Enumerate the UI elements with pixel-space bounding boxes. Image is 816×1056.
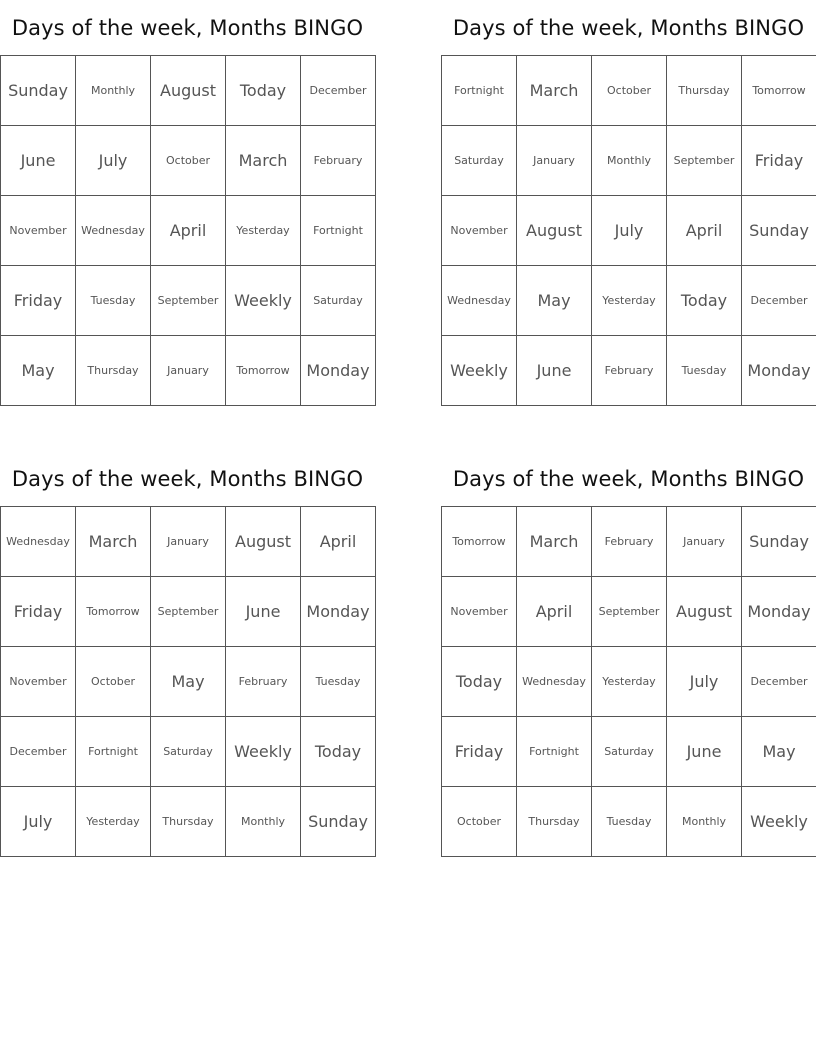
bingo-cell: Fortnight	[442, 56, 517, 126]
bingo-cell: May	[517, 266, 592, 336]
bingo-cell: Weekly	[442, 336, 517, 406]
bingo-card-4	[441, 451, 816, 857]
bingo-cell: October	[592, 56, 667, 126]
bingo-cell: Friday	[742, 126, 816, 196]
bingo-cell: February	[592, 336, 667, 406]
bingo-cell: Today	[442, 647, 517, 717]
bingo-cell: September	[667, 126, 742, 196]
bingo-cell: Saturday	[301, 266, 376, 336]
bingo-cell: Tomorrow	[76, 577, 151, 647]
bingo-cell: Wednesday	[1, 507, 76, 577]
bingo-cell: June	[226, 577, 301, 647]
bingo-cell: June	[1, 126, 76, 196]
bingo-cell: Saturday	[442, 126, 517, 196]
bingo-cell: December	[301, 56, 376, 126]
bingo-cell: Wednesday	[517, 647, 592, 717]
bingo-cell: September	[151, 577, 226, 647]
bingo-cell: August	[226, 507, 301, 577]
bingo-cell: Monday	[301, 336, 376, 406]
bingo-cell: Sunday	[301, 787, 376, 857]
bingo-cell: Tomorrow	[742, 56, 816, 126]
bingo-cell: Yesterday	[76, 787, 151, 857]
bingo-cell: July	[667, 647, 742, 717]
bingo-cell: August	[151, 56, 226, 126]
bingo-cell: Wednesday	[76, 196, 151, 266]
bingo-cell: Tomorrow	[226, 336, 301, 406]
bingo-cell: Wednesday	[442, 266, 517, 336]
bingo-cell: February	[592, 507, 667, 577]
bingo-cell: December	[742, 266, 816, 336]
bingo-cell: September	[592, 577, 667, 647]
bingo-cell: Fortnight	[517, 717, 592, 787]
bingo-cell: March	[76, 507, 151, 577]
grid-row	[442, 717, 816, 787]
bingo-cell: April	[301, 507, 376, 577]
bingo-grid	[441, 55, 816, 406]
bingo-cell: Monthly	[592, 126, 667, 196]
bingo-grid	[0, 55, 376, 406]
grid-row	[1, 577, 376, 647]
bingo-cell: Monday	[742, 336, 816, 406]
bingo-cell: October	[151, 126, 226, 196]
grid-row	[442, 507, 816, 577]
grid-row	[442, 56, 816, 126]
card-title: Days of the week, Months BINGO	[452, 467, 805, 491]
bingo-cell: Weekly	[226, 717, 301, 787]
bingo-cell: August	[667, 577, 742, 647]
bingo-cell: Yesterday	[592, 647, 667, 717]
grid-row	[1, 196, 376, 266]
bingo-cell: October	[442, 787, 517, 857]
bingo-cell: Tuesday	[592, 787, 667, 857]
bingo-cell: Weekly	[226, 266, 301, 336]
bingo-cell: October	[76, 647, 151, 717]
bingo-cell: January	[517, 126, 592, 196]
bingo-cell: April	[517, 577, 592, 647]
bingo-grid	[441, 506, 816, 857]
bingo-card-2	[441, 0, 816, 406]
bingo-cell: Saturday	[151, 717, 226, 787]
bingo-cell: July	[76, 126, 151, 196]
bingo-cell: Tuesday	[301, 647, 376, 717]
bingo-cell: Fortnight	[76, 717, 151, 787]
bingo-cell: September	[151, 266, 226, 336]
grid-row	[1, 717, 376, 787]
bingo-cell: Friday	[1, 266, 76, 336]
bingo-card-3	[0, 451, 375, 857]
bingo-cell: March	[517, 56, 592, 126]
bingo-cell: February	[301, 126, 376, 196]
bingo-cell: Friday	[442, 717, 517, 787]
bingo-cell: February	[226, 647, 301, 717]
grid-row	[1, 507, 376, 577]
grid-row	[442, 336, 816, 406]
grid-row	[1, 336, 376, 406]
bingo-cell: January	[667, 507, 742, 577]
bingo-cell: Sunday	[742, 196, 816, 266]
bingo-cell: December	[1, 717, 76, 787]
bingo-cell: Monthly	[76, 56, 151, 126]
bingo-cell: Friday	[1, 577, 76, 647]
bingo-cell: June	[667, 717, 742, 787]
grid-row	[442, 577, 816, 647]
grid-row	[1, 56, 376, 126]
bingo-cell: Monthly	[226, 787, 301, 857]
bingo-cell: November	[442, 577, 517, 647]
bingo-cell: May	[742, 717, 816, 787]
grid-row	[442, 266, 816, 336]
bingo-cell: December	[742, 647, 816, 717]
bingo-cell: Saturday	[592, 717, 667, 787]
bingo-grid	[0, 506, 376, 857]
bingo-cell: Fortnight	[301, 196, 376, 266]
bingo-card-1	[0, 0, 375, 406]
bingo-cell: July	[1, 787, 76, 857]
bingo-cell: Sunday	[742, 507, 816, 577]
bingo-cell: Tuesday	[76, 266, 151, 336]
bingo-cell: August	[517, 196, 592, 266]
bingo-cell: May	[1, 336, 76, 406]
bingo-cell: Monday	[301, 577, 376, 647]
bingo-cell: November	[1, 647, 76, 717]
bingo-cell: Thursday	[517, 787, 592, 857]
bingo-cell: Thursday	[76, 336, 151, 406]
bingo-cell: March	[517, 507, 592, 577]
bingo-cell: May	[151, 647, 226, 717]
bingo-cell: Today	[226, 56, 301, 126]
bingo-cell: July	[592, 196, 667, 266]
bingo-cell: April	[151, 196, 226, 266]
grid-row	[1, 126, 376, 196]
bingo-cell: April	[667, 196, 742, 266]
grid-row	[1, 787, 376, 857]
bingo-cell: Weekly	[742, 787, 816, 857]
grid-row	[1, 266, 376, 336]
bingo-cell: Monthly	[667, 787, 742, 857]
bingo-cell: January	[151, 507, 226, 577]
card-title: Days of the week, Months BINGO	[11, 467, 364, 491]
bingo-cell: Tuesday	[667, 336, 742, 406]
bingo-cell: Sunday	[1, 56, 76, 126]
bingo-cell: Tomorrow	[442, 507, 517, 577]
bingo-cell: March	[226, 126, 301, 196]
bingo-cell: November	[442, 196, 517, 266]
bingo-cell: Yesterday	[592, 266, 667, 336]
card-title: Days of the week, Months BINGO	[452, 16, 805, 40]
bingo-cell: Today	[301, 717, 376, 787]
bingo-cell: November	[1, 196, 76, 266]
bingo-cell: Yesterday	[226, 196, 301, 266]
bingo-cell: January	[151, 336, 226, 406]
grid-row	[442, 126, 816, 196]
card-title: Days of the week, Months BINGO	[11, 16, 364, 40]
grid-row	[442, 196, 816, 266]
bingo-cell: Monday	[742, 577, 816, 647]
grid-row	[442, 647, 816, 717]
bingo-cell: Thursday	[151, 787, 226, 857]
bingo-cell: June	[517, 336, 592, 406]
bingo-cell: Thursday	[667, 56, 742, 126]
grid-row	[442, 787, 816, 857]
grid-row	[1, 647, 376, 717]
bingo-cell: Today	[667, 266, 742, 336]
